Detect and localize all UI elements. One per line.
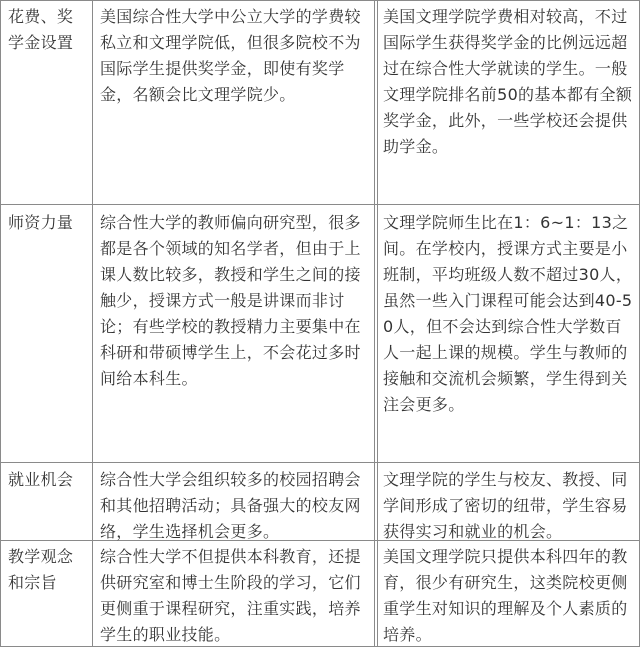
table-border-top — [0, 0, 640, 1]
row-4-university: 综合性大学不但提供本科教育，还提供研究室和博士生阶段的学习，它们更侧重于课程研究，注重实践，培养学生的职业技能。 — [100, 547, 361, 644]
row-1-university: 美国综合性大学中公立大学的学费较私立和文理学院低，但很多院校不为国际学生提供奖学金，即使有奖学金，名额会比文理学院少。 — [100, 7, 361, 104]
row-2-liberal-arts: 文理学院师生比在1：6~1：13之间。在学校内，授课方式主要是小班制，平均班级人数不超过30人，虽然一些入门课程可能会达到40-50人，但不会达到综合性大学数百人一起上课的规模。学生与教师的接触和交流机会频繁，学生得到关注会更多。 — [383, 213, 633, 414]
row-divider-2 — [0, 462, 640, 463]
column-divider-2a — [374, 0, 375, 647]
row-3-category: 就业机会 — [8, 470, 74, 489]
row-4-category: 教学观念和宗旨 — [8, 547, 74, 592]
row-2-university: 综合性大学的教师偏向研究型，很多都是各个领域的知名学者，但由于上课人数比较多，教授和学生之间的接触少，授课方式一般是讲课而非讨论；有些学校的教授精力主要集中在科研和带硕博学生上，不会花过多时间给本科生。 — [100, 213, 361, 388]
column-divider-1 — [92, 0, 93, 647]
row-1-category: 花费、奖学金设置 — [8, 7, 74, 52]
row-4-liberal-arts: 美国文理学院只提供本科四年的教育，很少有研究生，这类院校更侧重学生对知识的理解及个人素质的培养。 — [383, 547, 628, 644]
column-divider-2b — [377, 0, 378, 647]
row-3-university: 综合性大学会组织较多的校园招聘会和其他招聘活动；具备强大的校友网络，学生选择机会更多。 — [100, 470, 361, 541]
row-divider-1 — [0, 204, 640, 205]
row-3-liberal-arts: 文理学院的学生与校友、教授、同学间形成了密切的纽带，学生容易获得实习和就业的机会。 — [383, 470, 628, 541]
row-1-liberal-arts: 美国文理学院学费相对较高，不过国际学生获得奖学金的比例远远超过在综合性大学就读的学生。一般文理学院排名前50的基本都有全额奖学金，此外，一些学校还会提供助学金。 — [383, 7, 633, 156]
row-2-category: 师资力量 — [8, 213, 74, 232]
table-border-left — [0, 0, 1, 647]
